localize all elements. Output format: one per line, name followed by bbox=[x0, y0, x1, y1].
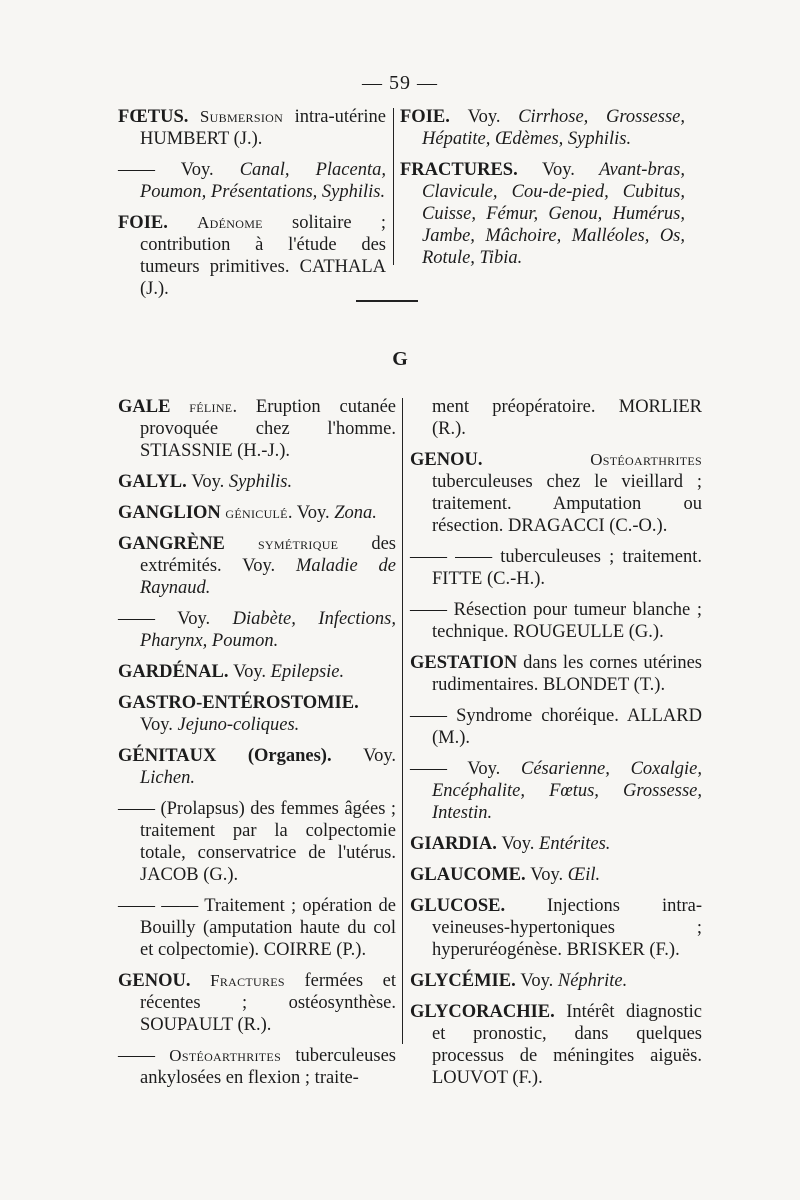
index-entry-gestation-voy bbox=[410, 758, 702, 824]
entry-keyword: FOIE. bbox=[400, 107, 468, 127]
entry-reference: Césarienne, Coxalgie, Encéphalite, Fœtus, Grossesse, Intestin. bbox=[432, 759, 702, 823]
index-entry-giardia bbox=[410, 833, 702, 855]
index-entry-glycemie bbox=[410, 970, 702, 992]
entry-text: Voy. bbox=[520, 971, 558, 991]
entry-text: tuberculeuses chez le vieillard ; traitement. Amputation ou résection. DRAGACCI (C.-O.). bbox=[432, 472, 702, 536]
entry-keyword: GANGLION bbox=[118, 503, 226, 523]
entry-text: . Voy. bbox=[287, 503, 335, 523]
entry-keyword: GLYCORACHIE. bbox=[410, 1002, 567, 1022]
entry-text: tuberculeuses ; traitement. FITTE (C.-H.). bbox=[432, 547, 702, 589]
index-entry-foetus-voy bbox=[118, 159, 386, 203]
index-entry-genou-osteo bbox=[118, 1045, 396, 1089]
entry-text: ment préopératoire. MORLIER (R.). bbox=[432, 397, 702, 439]
index-entry-genitaux-prolapsus bbox=[118, 798, 396, 886]
entry-text: —— bbox=[118, 799, 161, 819]
index-entry-gestation-chor bbox=[410, 705, 702, 749]
entry-keyword: GLUCOSE. bbox=[410, 896, 548, 916]
entry-keyword: GLYCÉMIE. bbox=[410, 971, 521, 991]
index-entry-foie-adenome bbox=[118, 212, 386, 300]
entry-keyword: GIARDIA. bbox=[410, 834, 502, 854]
entry-keyword: GESTATION bbox=[410, 653, 524, 673]
entry-keyword: GLAUCOME. bbox=[410, 865, 531, 885]
entry-text: fermées et récentes ; ostéosynthèse. SOUPAULT (R.). bbox=[140, 971, 396, 1035]
index-entry-cont bbox=[410, 396, 702, 440]
entry-reference: Néphrite. bbox=[557, 971, 628, 991]
entry-text: —— —— bbox=[118, 896, 205, 916]
entry-text: Ostéoarthrites bbox=[590, 450, 702, 469]
entry-text: (Prolapsus) des femmes âgées ; traitement par la colpectomie totale, conservatrice de l'utérus. JACOB (G.). bbox=[140, 799, 397, 885]
entry-keyword: FŒTUS. bbox=[118, 107, 200, 127]
entry-text: des extrémités. Voy. bbox=[140, 534, 396, 576]
entry-text: —— bbox=[118, 160, 181, 180]
entry-text: —— bbox=[410, 706, 457, 726]
entry-keyword: GALYL. bbox=[118, 472, 192, 492]
entry-text: —— —— bbox=[410, 547, 501, 567]
column-divider-top bbox=[393, 108, 394, 265]
entry-text: Submersion bbox=[199, 107, 284, 126]
entry-text: —— bbox=[118, 1046, 170, 1066]
entry-reference: Jejuno-coliques. bbox=[177, 715, 300, 735]
entry-reference: Œil. bbox=[567, 865, 601, 885]
index-column-bottom-right bbox=[410, 396, 702, 1098]
index-entry-genitaux-traitement bbox=[118, 895, 396, 961]
entry-text: Voy. bbox=[501, 834, 540, 854]
entry-reference: Canal, Placenta, Poumon, Présentations, Syphilis. bbox=[140, 160, 386, 202]
index-entry-fractures-voy bbox=[400, 159, 685, 269]
entry-text: Voy. bbox=[530, 865, 568, 885]
entry-keyword: FRACTURES. bbox=[400, 160, 542, 180]
entry-keyword: FOIE. bbox=[118, 213, 198, 233]
entry-text: géniculé bbox=[225, 503, 288, 522]
index-column-top-right bbox=[400, 106, 685, 278]
entry-text: Résection pour tumeur blanche ; technique. ROUGEULLE (G.). bbox=[432, 600, 703, 642]
entry-text: Ostéoarthrites bbox=[169, 1046, 282, 1065]
index-entry-genou-tub bbox=[410, 546, 702, 590]
entry-reference: Avant-bras, Clavicule, Cou-de-pied, Cubitus, Cuisse, Fémur, Genou, Humérus, Jambe, Mâchoire, Malléoles, Os, Rotule, Tibia. bbox=[422, 160, 685, 268]
entry-reference: Lichen. bbox=[140, 768, 195, 788]
section-rule bbox=[356, 300, 418, 302]
entry-text: Voy. bbox=[233, 662, 271, 682]
entry-reference: Entérites. bbox=[539, 834, 611, 854]
index-entry-foie-voy bbox=[400, 106, 685, 150]
entry-reference: Epilepsie. bbox=[270, 662, 345, 682]
entry-reference: Syphilis. bbox=[228, 472, 293, 492]
entry-text: Fractures bbox=[210, 971, 285, 990]
index-entry-galyl bbox=[118, 471, 396, 493]
entry-text: Intérêt diagnostic et pronostic, dans quelques processus de méningites aiguës. LOUVOT (F.). bbox=[432, 1002, 702, 1088]
entry-keyword: GARDÉNAL. bbox=[118, 662, 234, 682]
entry-text: tuberculeuses ankylosées en flexion ; traite- bbox=[140, 1046, 397, 1088]
entry-reference: Maladie de Raynaud. bbox=[140, 556, 396, 598]
entry-text: —— bbox=[410, 759, 468, 779]
index-entry-genou-osteo2 bbox=[410, 449, 702, 537]
index-entry-ganglion bbox=[118, 502, 396, 524]
entry-text: Voy. bbox=[180, 160, 240, 180]
entry-text: —— bbox=[118, 609, 178, 629]
entry-text: Voy. bbox=[177, 609, 233, 629]
index-entry-gardenal bbox=[118, 661, 396, 683]
index-entry-genitaux bbox=[118, 745, 396, 789]
entry-reference: Zona. bbox=[334, 503, 377, 523]
entry-text: Voy. bbox=[363, 746, 396, 766]
page-number: — 59 — bbox=[362, 72, 438, 94]
entry-text: Voy. bbox=[140, 715, 178, 735]
entry-text: Voy. bbox=[467, 107, 519, 127]
entry-text: Voy. bbox=[191, 472, 229, 492]
index-entry-gangrene bbox=[118, 533, 396, 599]
entry-keyword: GENOU. bbox=[118, 971, 211, 991]
entry-text: Injections intra-veineuses-hypertoniques ; hyperuréogénèse. BRISKER (F.). bbox=[432, 896, 703, 960]
entry-keyword: GALE bbox=[118, 397, 190, 417]
entry-text: Syndrome choréique. ALLARD (M.). bbox=[432, 706, 702, 748]
entry-text: . Eruption cutanée provoquée chez l'homme. STIASSNIE (H.-J.). bbox=[140, 397, 396, 461]
index-entry-genou-fractures bbox=[118, 970, 396, 1036]
index-column-bottom-left bbox=[118, 396, 396, 1098]
column-divider-bottom bbox=[402, 398, 403, 1044]
letter-heading: G bbox=[392, 348, 408, 370]
index-entry-glycorachie bbox=[410, 1001, 702, 1089]
entry-text: —— bbox=[410, 600, 454, 620]
entry-text: solitaire ; contribution à l'étude des tumeurs primitives. CATHALA (J.). bbox=[140, 213, 387, 299]
index-entry-gastro bbox=[118, 692, 396, 736]
entry-text: Voy. bbox=[467, 759, 521, 779]
entry-keyword: GASTRO-ENTÉROSTOMIE. bbox=[118, 693, 359, 713]
entry-text: féline bbox=[189, 397, 233, 416]
entry-text: symétrique bbox=[257, 534, 339, 553]
index-column-top-left bbox=[118, 106, 386, 309]
entry-text: Traitement ; opération de Bouilly (amputation haute du col et colpectomie). COIRRE (P.). bbox=[140, 896, 397, 960]
index-entry-foetus-sub bbox=[118, 106, 386, 150]
entry-text: Adénome bbox=[197, 213, 263, 232]
entry-keyword: GENOU. bbox=[410, 450, 591, 470]
entry-reference: Diabète, Infections, Pharynx, Poumon. bbox=[140, 609, 396, 651]
index-entry-gale bbox=[118, 396, 396, 462]
entry-text: Voy. bbox=[541, 160, 600, 180]
index-entry-glucose bbox=[410, 895, 702, 961]
entry-keyword: GÉNITAUX (Organes). bbox=[118, 746, 364, 766]
entry-keyword: GANGRÈNE bbox=[118, 534, 258, 554]
entry-reference: Cirrhose, Grossesse, Hépatite, Œdèmes, Syphilis. bbox=[422, 107, 685, 149]
entry-text: intra-utérine HUMBERT (J.). bbox=[140, 107, 386, 149]
index-entry-gestation bbox=[410, 652, 702, 696]
entry-text: dans les cornes utérines rudimentaires. BLONDET (T.). bbox=[432, 653, 702, 695]
index-entry-genou-resection bbox=[410, 599, 702, 643]
index-entry-glaucome bbox=[410, 864, 702, 886]
index-entry-gangrene-voy bbox=[118, 608, 396, 652]
